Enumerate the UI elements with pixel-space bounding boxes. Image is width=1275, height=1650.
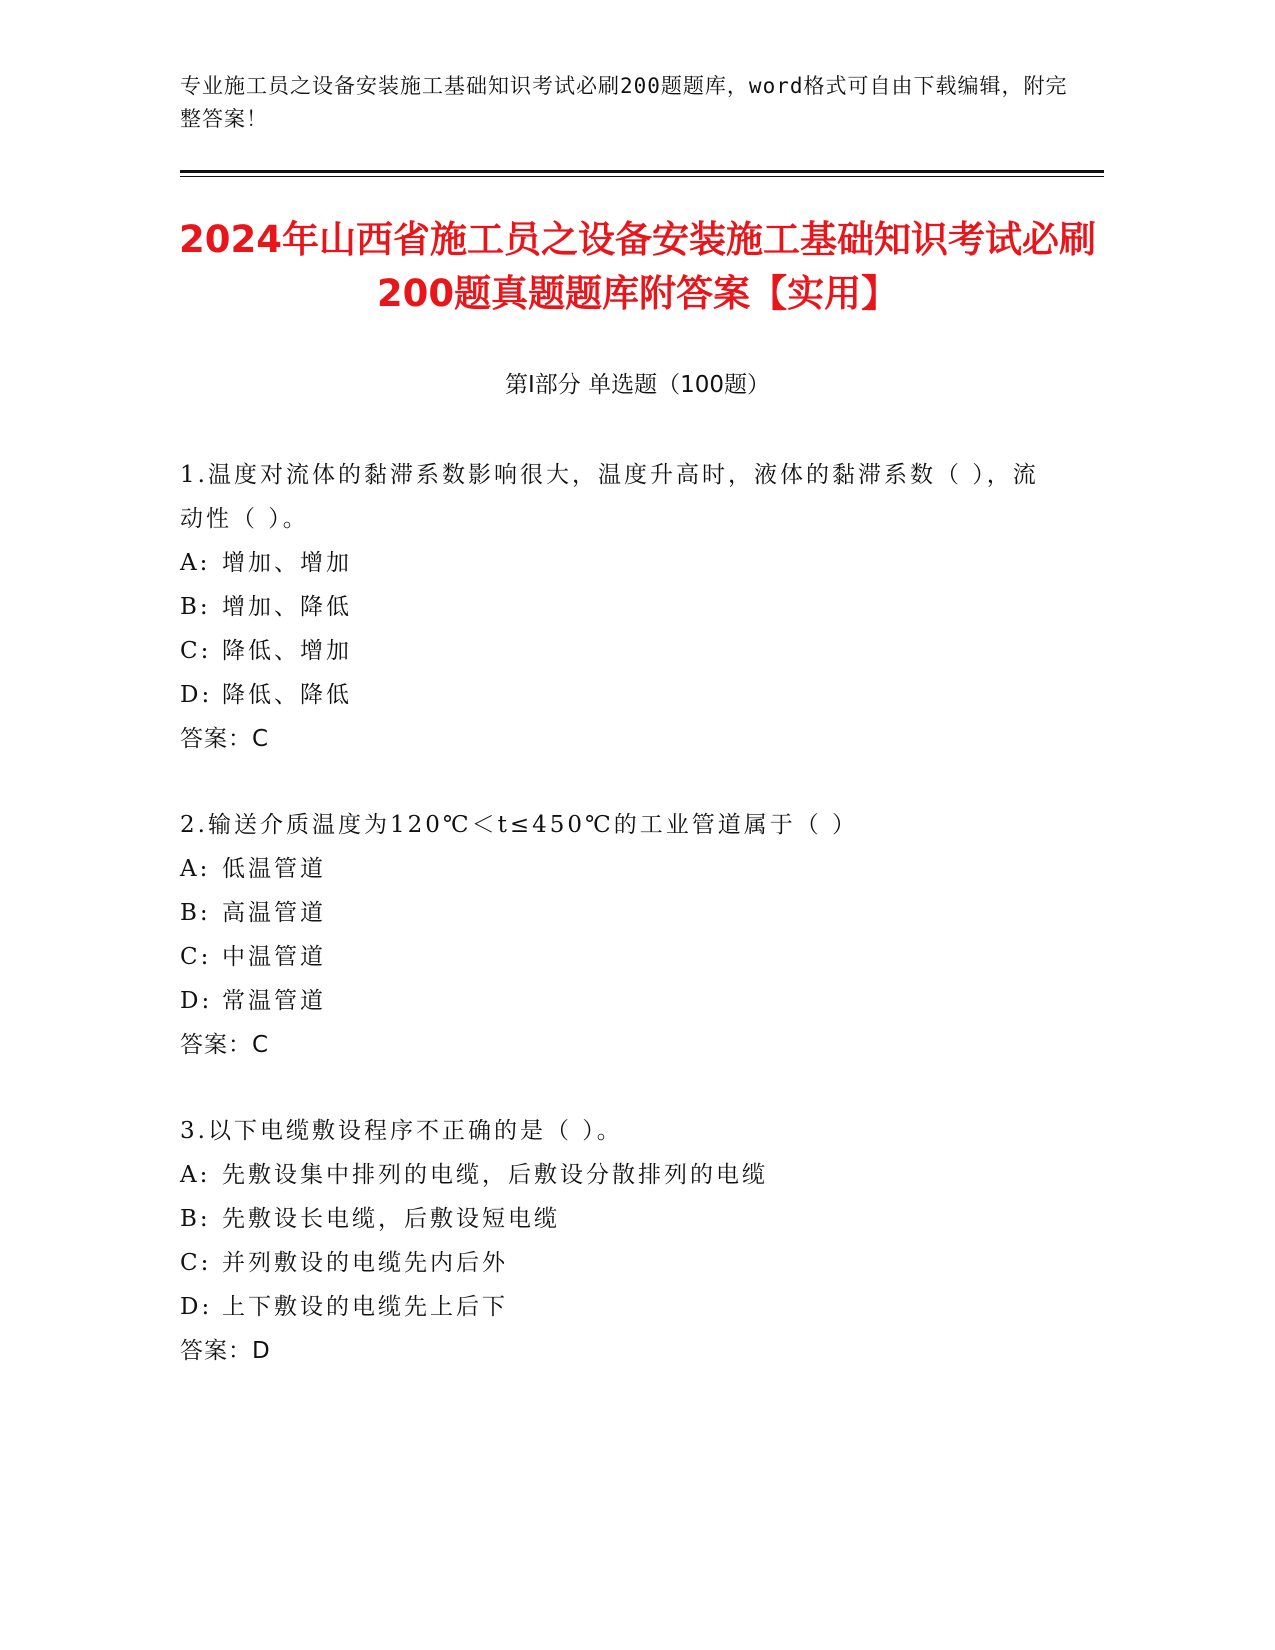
- option-key: B:: [180, 1206, 211, 1232]
- option-key: A:: [180, 1162, 211, 1188]
- option-c: [180, 1241, 1060, 1285]
- option-key: C:: [180, 638, 212, 664]
- answer-line: 答案：D: [180, 1338, 271, 1364]
- option-text: 并列敷设的电缆先内后外: [222, 1250, 508, 1276]
- option-d: [180, 673, 1060, 717]
- option-key: C:: [180, 1250, 212, 1276]
- answer-line: 答案：C: [180, 726, 270, 752]
- option-d: [180, 1285, 1060, 1329]
- option-d: [180, 979, 1060, 1023]
- question-2: [180, 803, 1060, 1067]
- option-key: D:: [180, 1294, 213, 1320]
- option-text: 增加、增加: [222, 550, 352, 576]
- option-c: [180, 629, 1060, 673]
- option-text: 先敷设集中排列的电缆，后敷设分散排列的电缆: [222, 1162, 768, 1188]
- option-text: 中温管道: [222, 944, 326, 970]
- header-rule-thin: [180, 176, 1104, 177]
- option-key: A:: [180, 856, 211, 882]
- question-stem: 1.温度对流体的黏滞系数影响很大，温度升高时，液体的黏滞系数（ ），流动性（ ）。: [180, 462, 1039, 532]
- section-title: 第Ⅰ部分 单选题（100题）: [505, 372, 770, 398]
- option-key: C:: [180, 944, 212, 970]
- option-text: 先敷设长电缆，后敷设短电缆: [222, 1206, 560, 1232]
- question-list: [180, 453, 1060, 1415]
- option-text: 降低、降低: [222, 682, 352, 708]
- option-key: B:: [180, 900, 211, 926]
- question-stem: 2.输送介质温度为120℃＜t≤450℃的工业管道属于（ ）: [180, 812, 859, 838]
- option-key: A:: [180, 550, 211, 576]
- option-key: D:: [180, 988, 213, 1014]
- option-text: 低温管道: [222, 856, 326, 882]
- option-key: B:: [180, 594, 211, 620]
- question-1: [180, 453, 1060, 761]
- document-title: 2024年山西省施工员之设备安装施工基础知识考试必刷200题真题题库附答案【实用】: [179, 218, 1096, 315]
- option-b: [180, 585, 1060, 629]
- option-c: [180, 935, 1060, 979]
- header-rule-thick: [180, 170, 1104, 173]
- question-3: [180, 1109, 1060, 1373]
- header-note: 专业施工员之设备安装施工基础知识考试必刷200题题库，word格式可自由下载编辑，附完整答案！: [180, 74, 1068, 131]
- option-a: [180, 847, 1060, 891]
- option-b: [180, 891, 1060, 935]
- option-text: 上下敷设的电缆先上后下: [222, 1294, 508, 1320]
- option-key: D:: [180, 682, 213, 708]
- answer-line: 答案：C: [180, 1032, 270, 1058]
- option-a: [180, 541, 1060, 585]
- option-text: 增加、降低: [222, 594, 352, 620]
- option-a: [180, 1153, 1060, 1197]
- option-text: 常温管道: [222, 988, 326, 1014]
- question-stem: 3.以下电缆敷设程序不正确的是（ ）。: [180, 1118, 623, 1144]
- option-text: 高温管道: [222, 900, 326, 926]
- option-text: 降低、增加: [222, 638, 352, 664]
- option-b: [180, 1197, 1060, 1241]
